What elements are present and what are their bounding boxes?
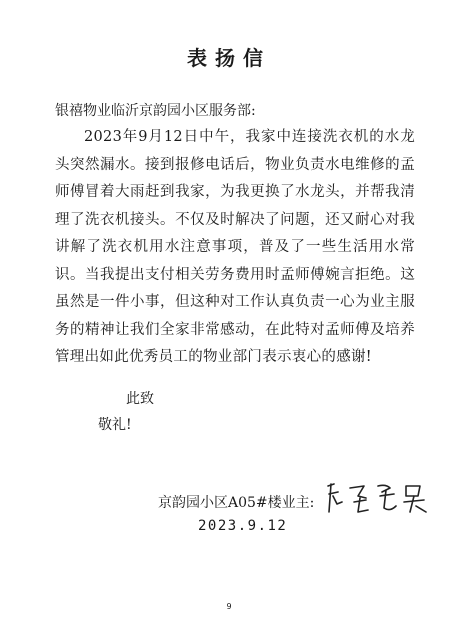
salutation: 银禧物业临沂京韵园小区服务部:	[55, 103, 256, 119]
body-paragraph: 2023年9月12日中午，我家中连接洗衣机的水龙头突然漏水。接到报修电话后，物业负责水电维修的孟师傅冒着大雨赶到我家，为我更换了水龙头，并帮我清理了洗衣机接头。不仅及时解决了问题，还又耐心对我讲解了洗衣机用水注意事项，普及了一些生活用水常识。当我提出支付相关劳务费用时孟师傅婉言拒绝。这虽然是一件小事，但这种对工作认真负责一心为业主服务的精神让我们全家非常感动，在此特对孟师傅及培养管理出如此优秀员工的物业部门表示衷心的感谢!	[55, 129, 415, 365]
letter-date: 2023.9.12	[198, 518, 288, 534]
sender-line: 京韵园小区A05#楼业主:	[158, 495, 315, 511]
page-number: 9	[226, 602, 232, 611]
letter-title: 表扬信	[187, 46, 271, 70]
closing-line-1: 此致	[126, 391, 154, 407]
letter-body	[55, 124, 415, 372]
handwritten-signature-icon	[320, 478, 440, 518]
closing-line-2: 敬礼!	[98, 417, 132, 433]
